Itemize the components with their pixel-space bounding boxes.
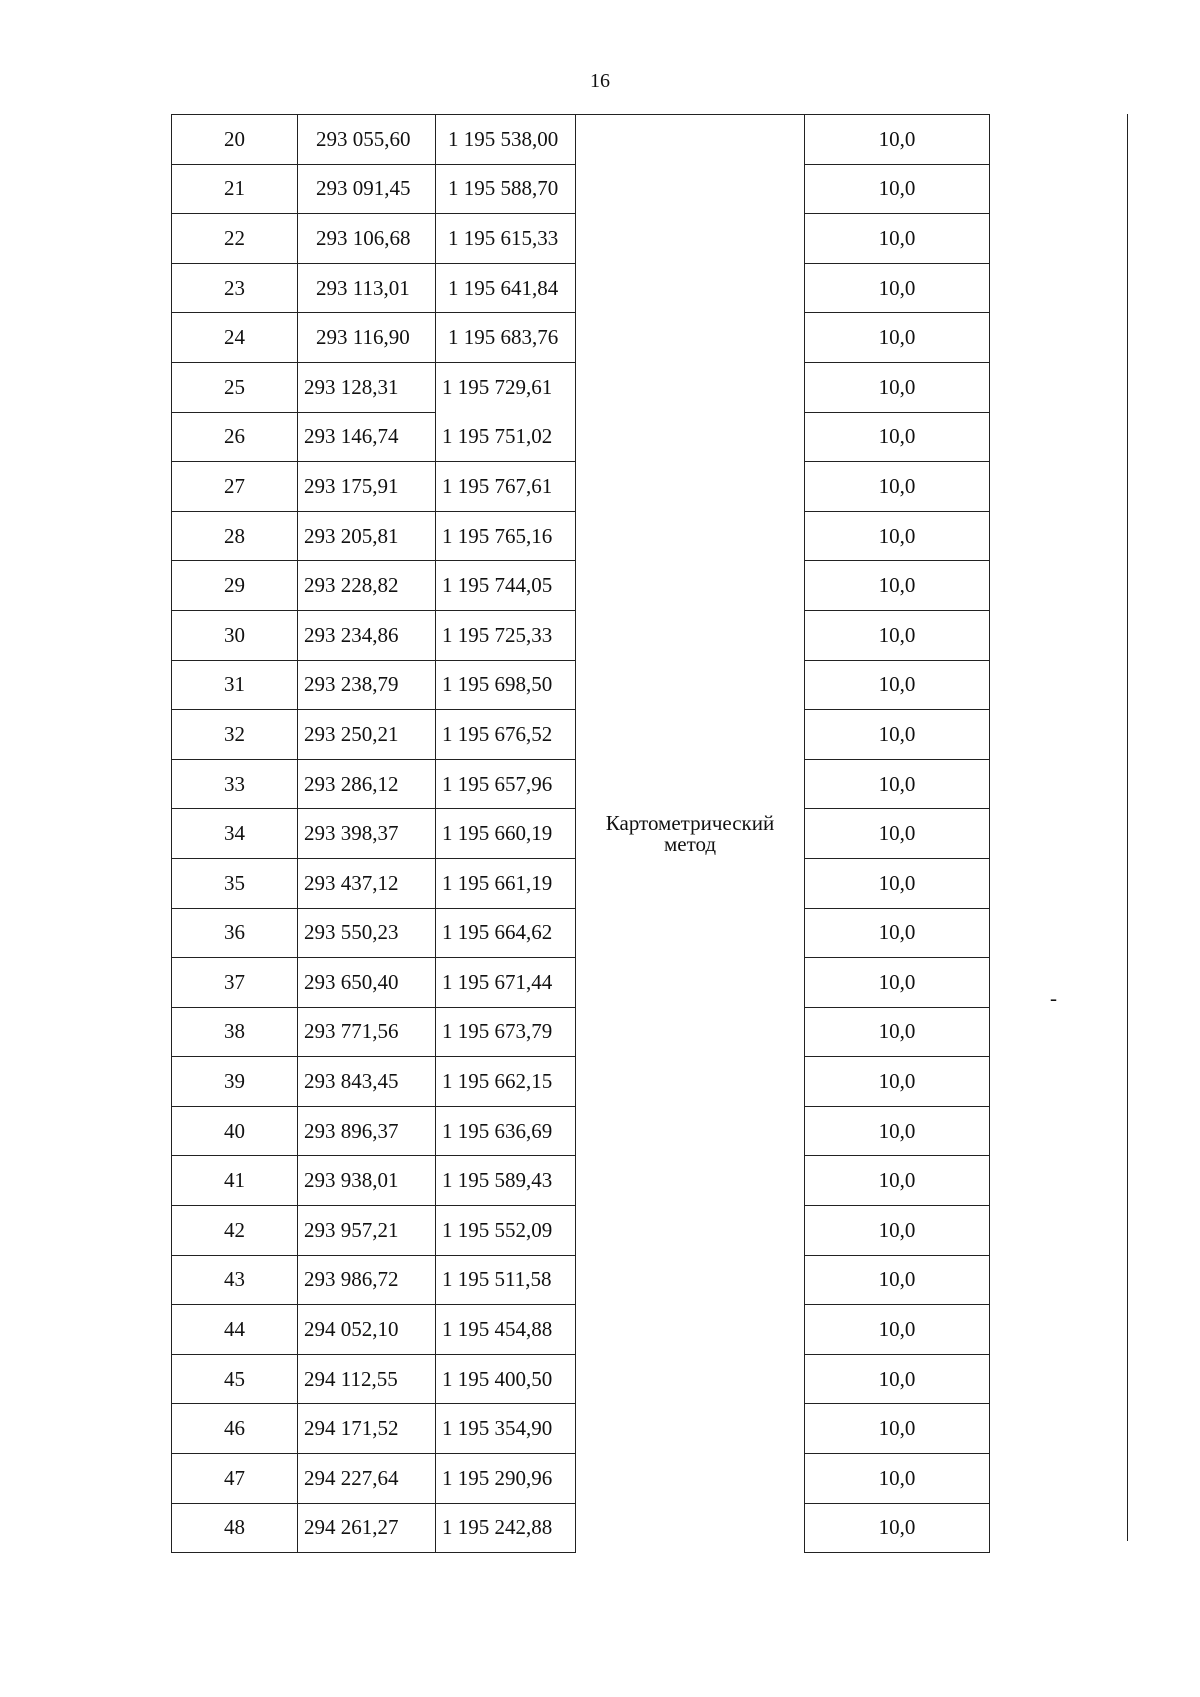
y-coordinate-cell: 1 195 765,16 (436, 511, 576, 561)
x-coordinate-cell: 293 238,79 (298, 660, 436, 710)
x-coordinate-cell: 293 106,68 (298, 214, 436, 264)
accuracy-cell: 10,0 (805, 710, 990, 760)
y-coordinate-cell: 1 195 511,58 (436, 1255, 576, 1305)
y-coordinate-cell: 1 195 676,52 (436, 710, 576, 760)
x-coordinate-cell: 293 228,82 (298, 561, 436, 611)
y-coordinate-cell: 1 195 588,70 (436, 164, 576, 214)
y-coordinate-cell: 1 195 683,76 (436, 313, 576, 363)
y-coordinate-cell: 1 195 661,19 (436, 858, 576, 908)
accuracy-cell: 10,0 (805, 115, 990, 165)
accuracy-cell: 10,0 (805, 610, 990, 660)
point-number-cell: 41 (172, 1156, 298, 1206)
accuracy-cell: 10,0 (805, 1007, 990, 1057)
x-coordinate-cell: 293 986,72 (298, 1255, 436, 1305)
x-coordinate-cell: 293 550,23 (298, 908, 436, 958)
y-coordinate-cell: 1 195 552,09 (436, 1206, 576, 1256)
x-coordinate-cell: 293 205,81 (298, 511, 436, 561)
x-coordinate-cell: 294 052,10 (298, 1305, 436, 1355)
coordinates-table-body (172, 115, 990, 1553)
y-coordinate-cell: 1 195 538,00 (436, 115, 576, 165)
y-coordinate-cell: 1 195 767,61 (436, 462, 576, 512)
accuracy-cell: 10,0 (805, 1106, 990, 1156)
x-coordinate-cell: 293 055,60 (298, 115, 436, 165)
method-label-line-1: Картометрический (605, 810, 775, 835)
point-number-cell: 43 (172, 1255, 298, 1305)
accuracy-cell: 10,0 (805, 958, 990, 1008)
accuracy-cell: 10,0 (805, 462, 990, 512)
x-coordinate-cell: 293 146,74 (298, 412, 436, 462)
y-coordinate-cell: 1 195 454,88 (436, 1305, 576, 1355)
y-coordinate-cell: 1 195 729,61 (436, 362, 576, 412)
x-coordinate-cell: 293 437,12 (298, 858, 436, 908)
y-coordinate-cell: 1 195 589,43 (436, 1156, 576, 1206)
y-coordinate-cell: 1 195 673,79 (436, 1007, 576, 1057)
point-number-cell: 39 (172, 1057, 298, 1107)
point-number-cell: 46 (172, 1404, 298, 1454)
point-number-cell: 35 (172, 858, 298, 908)
x-coordinate-cell: 293 398,37 (298, 809, 436, 859)
accuracy-cell: 10,0 (805, 561, 990, 611)
accuracy-cell: 10,0 (805, 660, 990, 710)
x-coordinate-cell: 294 171,52 (298, 1404, 436, 1454)
point-number-cell: 38 (172, 1007, 298, 1057)
y-coordinate-cell: 1 195 751,02 (436, 412, 576, 462)
y-coordinate-cell: 1 195 400,50 (436, 1354, 576, 1404)
point-number-cell: 47 (172, 1454, 298, 1504)
x-coordinate-cell: 294 112,55 (298, 1354, 436, 1404)
x-coordinate-cell: 294 261,27 (298, 1503, 436, 1553)
y-coordinate-cell: 1 195 242,88 (436, 1503, 576, 1553)
accuracy-cell: 10,0 (805, 1255, 990, 1305)
point-number-cell: 42 (172, 1206, 298, 1256)
coordinates-table (171, 114, 990, 1553)
y-coordinate-cell: 1 195 636,69 (436, 1106, 576, 1156)
point-number-cell: 33 (172, 759, 298, 809)
accuracy-cell: 10,0 (805, 1354, 990, 1404)
accuracy-cell: 10,0 (805, 263, 990, 313)
accuracy-cell: 10,0 (805, 412, 990, 462)
accuracy-cell: 10,0 (805, 362, 990, 412)
accuracy-cell: 10,0 (805, 313, 990, 363)
point-number-cell: 31 (172, 660, 298, 710)
accuracy-cell: 10,0 (805, 1305, 990, 1355)
point-number-cell: 22 (172, 214, 298, 264)
y-coordinate-cell: 1 195 660,19 (436, 809, 576, 859)
accuracy-cell: 10,0 (805, 759, 990, 809)
point-number-cell: 34 (172, 809, 298, 859)
y-coordinate-cell: 1 195 662,15 (436, 1057, 576, 1107)
x-coordinate-cell: 293 128,31 (298, 362, 436, 412)
point-number-cell: 24 (172, 313, 298, 363)
y-coordinate-cell: 1 195 615,33 (436, 214, 576, 264)
x-coordinate-cell: 293 234,86 (298, 610, 436, 660)
table-row (172, 115, 990, 165)
x-coordinate-cell: 293 896,37 (298, 1106, 436, 1156)
point-number-cell: 37 (172, 958, 298, 1008)
accuracy-cell: 10,0 (805, 164, 990, 214)
x-coordinate-cell: 293 175,91 (298, 462, 436, 512)
accuracy-cell: 10,0 (805, 1503, 990, 1553)
point-number-cell: 27 (172, 462, 298, 512)
point-number-cell: 28 (172, 511, 298, 561)
y-coordinate-cell: 1 195 290,96 (436, 1454, 576, 1504)
point-number-cell: 40 (172, 1106, 298, 1156)
accuracy-cell: 10,0 (805, 809, 990, 859)
x-coordinate-cell: 293 843,45 (298, 1057, 436, 1107)
point-number-cell: 23 (172, 263, 298, 313)
y-coordinate-cell: 1 195 664,62 (436, 908, 576, 958)
y-coordinate-cell: 1 195 725,33 (436, 610, 576, 660)
page-number: 16 (590, 70, 610, 92)
x-coordinate-cell: 293 771,56 (298, 1007, 436, 1057)
point-number-cell: 44 (172, 1305, 298, 1355)
accuracy-cell: 10,0 (805, 908, 990, 958)
y-coordinate-cell: 1 195 698,50 (436, 660, 576, 710)
method-label-line-2: метод (663, 831, 717, 856)
accuracy-cell: 10,0 (805, 1404, 990, 1454)
method-label (605, 810, 775, 856)
y-coordinate-cell: 1 195 671,44 (436, 958, 576, 1008)
method-cell (576, 115, 805, 1553)
point-number-cell: 25 (172, 362, 298, 412)
x-coordinate-cell: 293 250,21 (298, 710, 436, 760)
y-coordinate-cell: 1 195 641,84 (436, 263, 576, 313)
right-column-note: - (1050, 986, 1057, 1010)
accuracy-cell: 10,0 (805, 1156, 990, 1206)
y-coordinate-cell: 1 195 744,05 (436, 561, 576, 611)
x-coordinate-cell: 293 957,21 (298, 1206, 436, 1256)
accuracy-cell: 10,0 (805, 214, 990, 264)
x-coordinate-cell: 293 113,01 (298, 263, 436, 313)
point-number-cell: 36 (172, 908, 298, 958)
x-coordinate-cell: 293 091,45 (298, 164, 436, 214)
point-number-cell: 20 (172, 115, 298, 165)
point-number-cell: 32 (172, 710, 298, 760)
x-coordinate-cell: 293 116,90 (298, 313, 436, 363)
point-number-cell: 48 (172, 1503, 298, 1553)
x-coordinate-cell: 294 227,64 (298, 1454, 436, 1504)
x-coordinate-cell: 293 286,12 (298, 759, 436, 809)
right-border-line (1127, 114, 1128, 1541)
y-coordinate-cell: 1 195 657,96 (436, 759, 576, 809)
point-number-cell: 29 (172, 561, 298, 611)
point-number-cell: 45 (172, 1354, 298, 1404)
accuracy-cell: 10,0 (805, 1057, 990, 1107)
accuracy-cell: 10,0 (805, 1206, 990, 1256)
accuracy-cell: 10,0 (805, 1454, 990, 1504)
x-coordinate-cell: 293 938,01 (298, 1156, 436, 1206)
point-number-cell: 30 (172, 610, 298, 660)
x-coordinate-cell: 293 650,40 (298, 958, 436, 1008)
point-number-cell: 26 (172, 412, 298, 462)
accuracy-cell: 10,0 (805, 858, 990, 908)
y-coordinate-cell: 1 195 354,90 (436, 1404, 576, 1454)
point-number-cell: 21 (172, 164, 298, 214)
accuracy-cell: 10,0 (805, 511, 990, 561)
